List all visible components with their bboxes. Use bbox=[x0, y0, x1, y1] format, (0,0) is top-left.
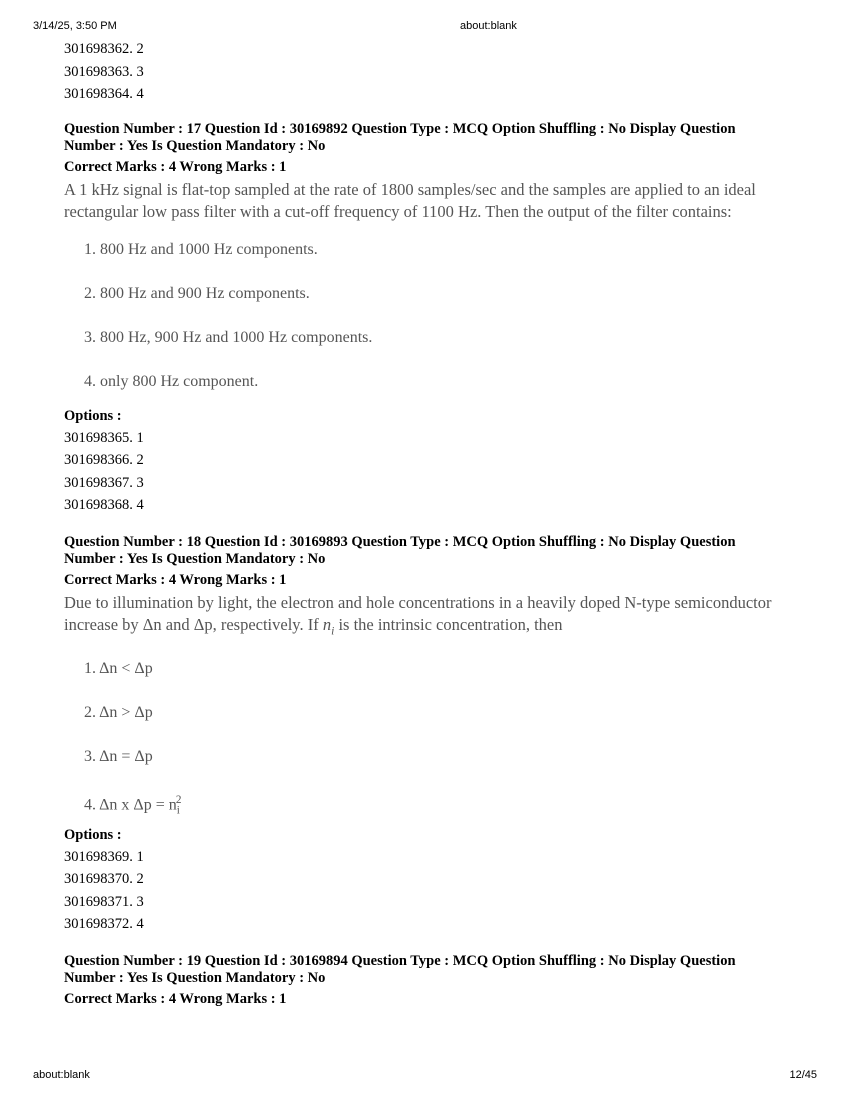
answer-choices bbox=[64, 231, 804, 403]
question-meta-line: Number : Yes Is Question Mandatory : No bbox=[64, 969, 326, 986]
print-footer bbox=[0, 1069, 850, 1083]
question-meta-line: Question Number : 18 Question Id : 30169893 Question Type : MCQ Option Shuffling : No Display Question bbox=[64, 533, 736, 550]
question-meta-line: Question Number : 19 Question Id : 30169894 Question Type : MCQ Option Shuffling : No Display Question bbox=[64, 952, 736, 969]
option-item: 301698362. 2 bbox=[64, 41, 144, 57]
answer-choice-text: 4. Δn x Δp = n bbox=[84, 796, 177, 814]
question-text-part: is the intrinsic concentration, then bbox=[334, 614, 563, 634]
answer-choice: 3. Δn = Δp bbox=[84, 747, 153, 765]
options-label: Options : bbox=[64, 407, 122, 424]
option-item: 301698365. 1 bbox=[64, 429, 144, 446]
print-url: about:blank bbox=[460, 20, 517, 32]
intrinsic-symbol bbox=[322, 614, 335, 637]
answer-choice: 1. 800 Hz and 1000 Hz components. bbox=[84, 240, 318, 258]
question-marks: Correct Marks : 4 Wrong Marks : 1 bbox=[64, 990, 287, 1007]
question-marks: Correct Marks : 4 Wrong Marks : 1 bbox=[64, 158, 287, 175]
options-label: Options : bbox=[64, 826, 122, 843]
question-text: A 1 kHz signal is flat-top sampled at the rate of 1800 samples/sec and the samples are applied to an ideal rectangular low pass filter with a cut-off frequency of 1100 Hz. Then the output of the filter contains: bbox=[64, 179, 756, 221]
option-item: 301698367. 3 bbox=[64, 474, 144, 491]
question-17 bbox=[64, 121, 804, 517]
intrinsic-symbol-base: n bbox=[322, 614, 332, 634]
answer-choices bbox=[64, 650, 804, 822]
option-item: 301698366. 2 bbox=[64, 452, 144, 468]
question-19 bbox=[64, 953, 804, 1008]
question-meta-line: Question Number : 17 Question Id : 30169892 Question Type : MCQ Option Shuffling : No Display Question bbox=[64, 120, 736, 137]
question-marks: Correct Marks : 4 Wrong Marks : 1 bbox=[64, 571, 287, 588]
answer-choice: 2. Δn > Δp bbox=[84, 703, 153, 721]
options-list bbox=[64, 427, 804, 517]
question-18 bbox=[64, 534, 804, 936]
option-item: 301698372. 4 bbox=[64, 916, 144, 933]
print-datetime: 3/14/25, 3:50 PM bbox=[33, 20, 117, 32]
answer-choice-sub: i bbox=[176, 804, 180, 817]
intrinsic-symbol-sub: i bbox=[331, 624, 335, 637]
print-header bbox=[0, 20, 850, 34]
page-number: 12/45 bbox=[789, 1069, 817, 1081]
question-text-part: Due to illumination by light, the electron and hole concentrations in a heavily doped N-type semiconductor increase by Δn and Δp, respectively. If bbox=[64, 592, 772, 634]
answer-choice-sup: 2 bbox=[175, 793, 182, 806]
answer-choice: 4. only 800 Hz component. bbox=[84, 372, 259, 390]
answer-choice: 1. Δn < Δp bbox=[84, 659, 153, 677]
footer-url: about:blank bbox=[33, 1069, 90, 1081]
options-list bbox=[64, 846, 804, 936]
question-text bbox=[64, 592, 804, 642]
question-meta bbox=[64, 534, 804, 568]
answer-choice bbox=[64, 778, 804, 822]
option-item: 301698368. 4 bbox=[64, 497, 144, 513]
option-item: 301698370. 2 bbox=[64, 871, 144, 888]
option-item: 301698371. 3 bbox=[64, 893, 144, 910]
previous-options-list bbox=[64, 38, 804, 106]
question-meta-line: Number : Yes Is Question Mandatory : No bbox=[64, 137, 326, 154]
option-item: 301698369. 1 bbox=[64, 848, 144, 865]
page-content bbox=[64, 38, 804, 1008]
option-item: 301698363. 3 bbox=[64, 63, 144, 80]
question-meta bbox=[64, 121, 804, 155]
question-meta bbox=[64, 953, 804, 987]
answer-choice: 2. 800 Hz and 900 Hz components. bbox=[84, 284, 310, 302]
answer-choice: 3. 800 Hz, 900 Hz and 1000 Hz components. bbox=[84, 328, 373, 346]
option-item: 301698364. 4 bbox=[64, 86, 144, 102]
question-meta-line: Number : Yes Is Question Mandatory : No bbox=[64, 550, 326, 567]
